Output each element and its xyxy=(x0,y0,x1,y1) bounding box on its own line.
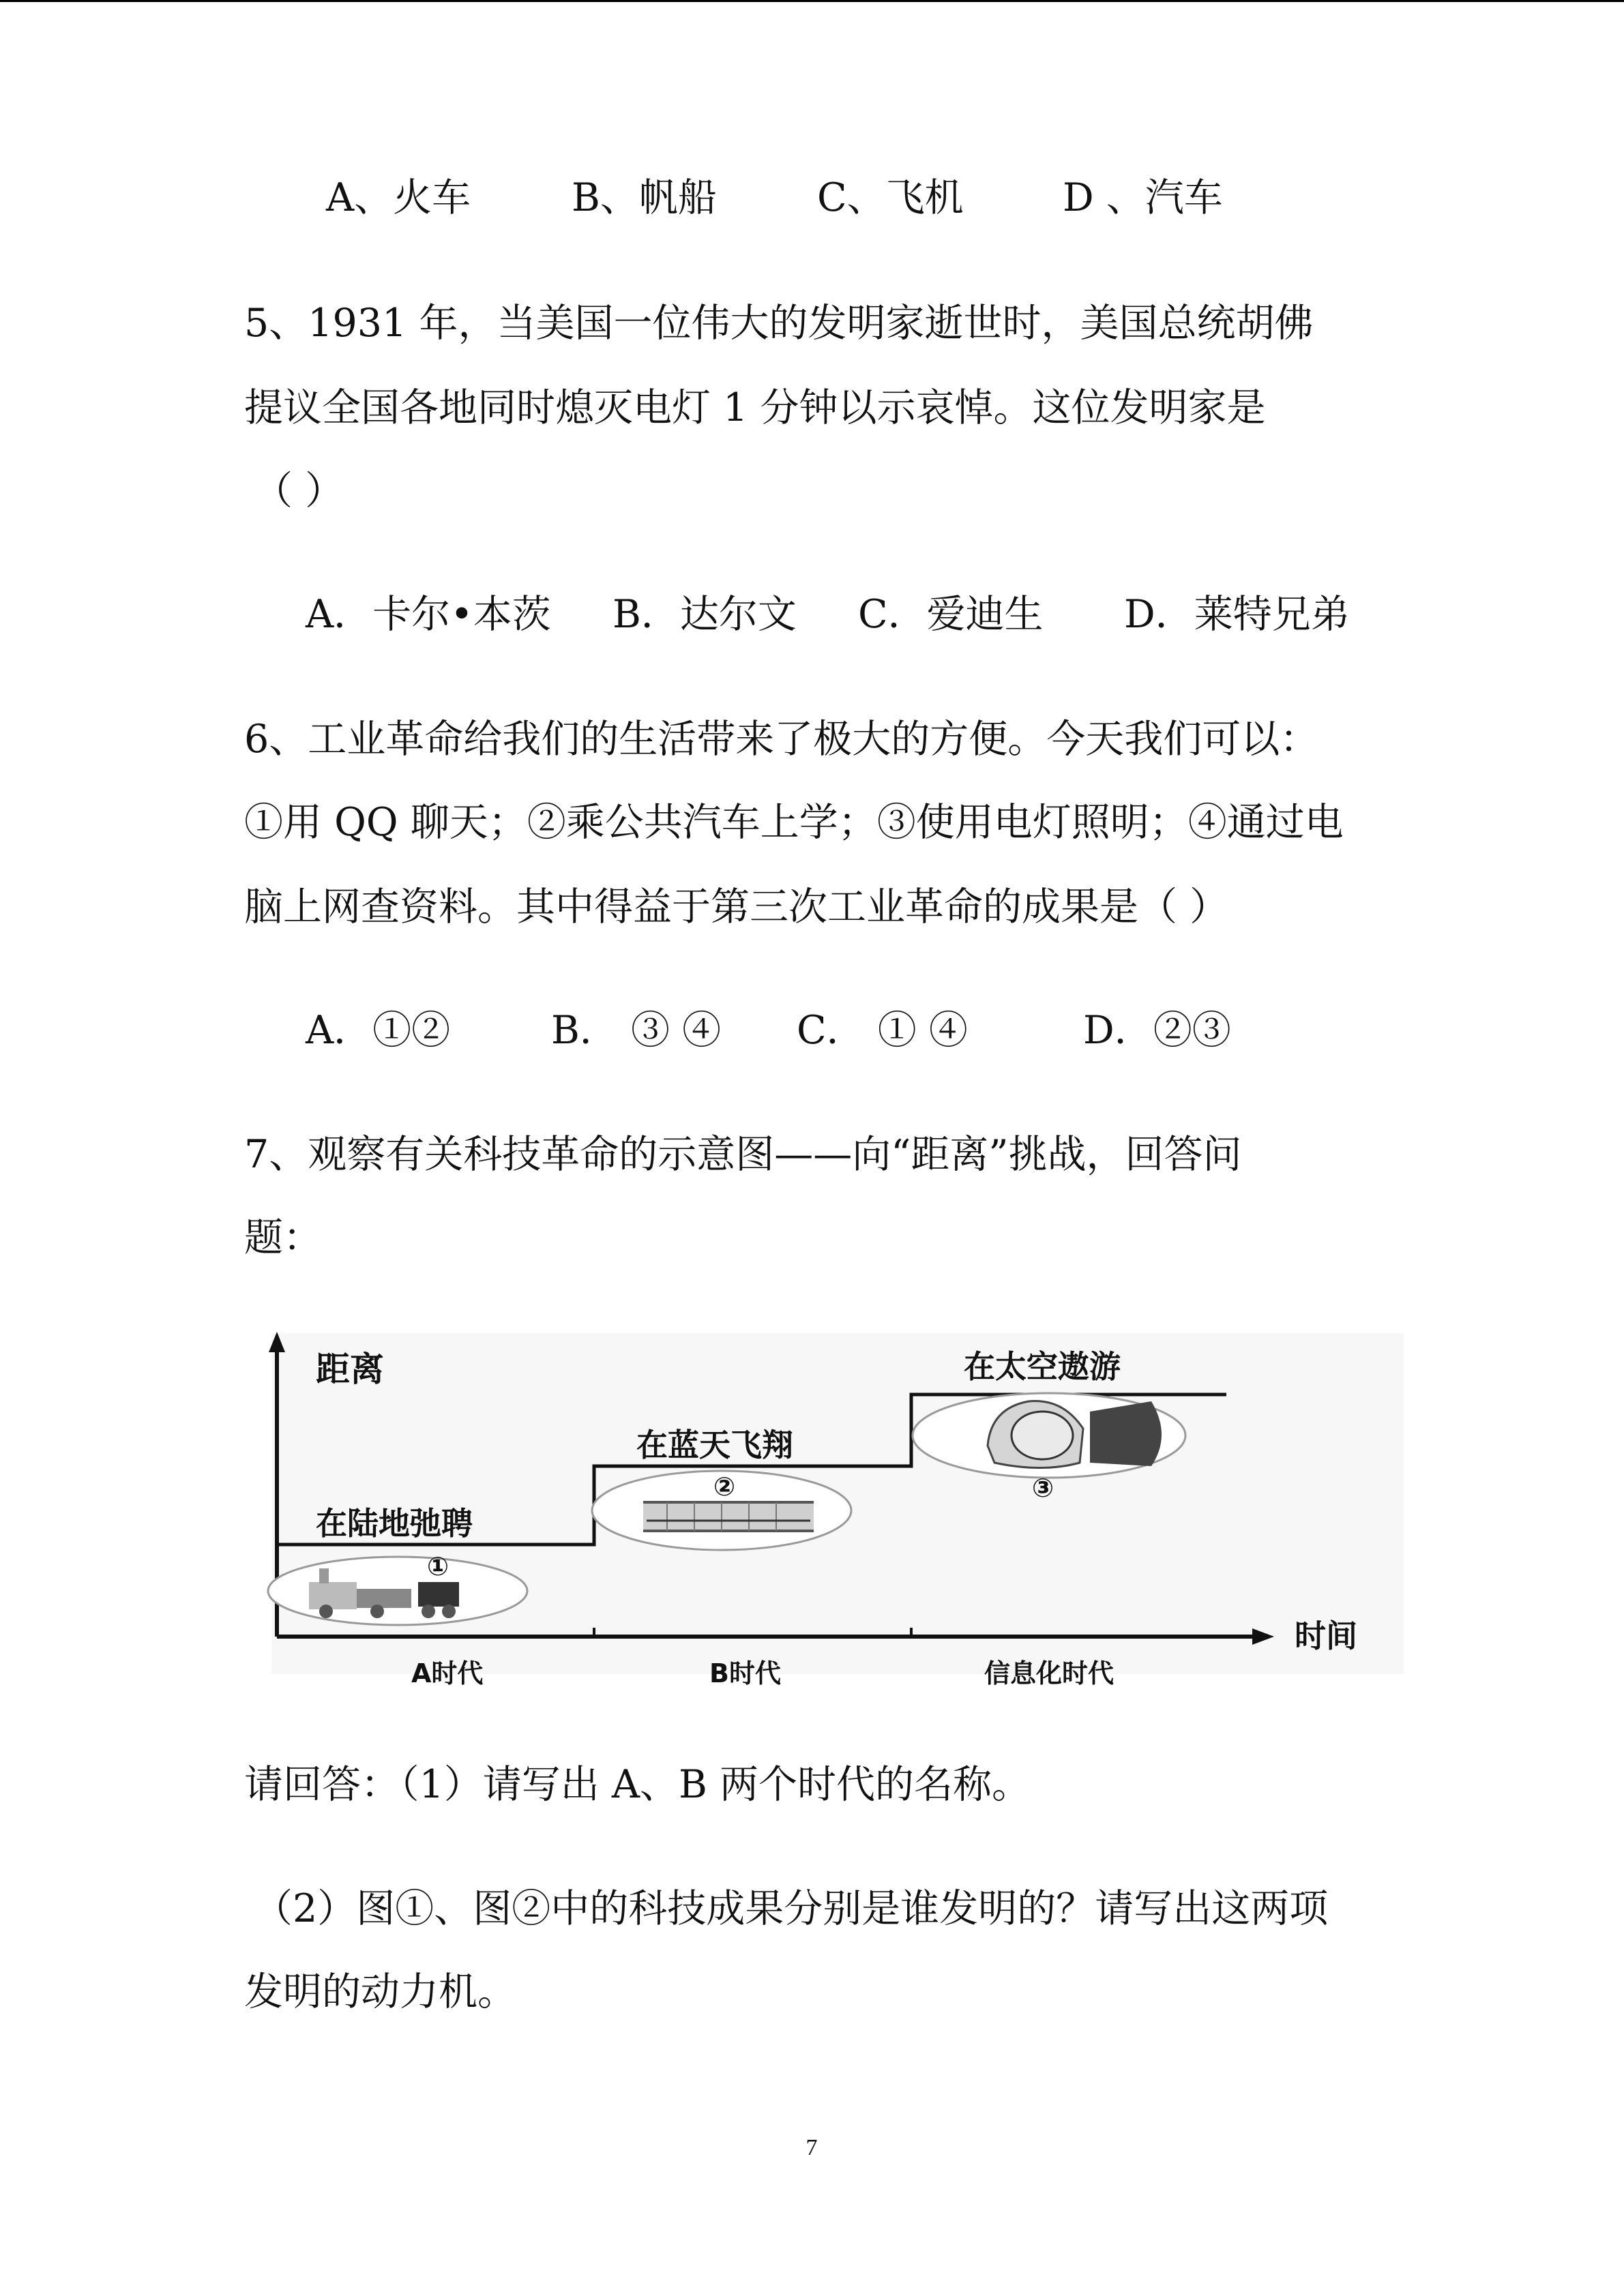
q4-option-d: D 、汽车 xyxy=(1063,175,1223,220)
step1-label: 在陆地弛聘 xyxy=(316,1505,473,1542)
q5-line-1: 5、1931 年，当美国一位伟大的发明家逝世时，美国总统胡佛 xyxy=(244,301,1314,346)
answer-prompt-3: 发明的动力机。 xyxy=(244,1969,516,2014)
q5-answer-blank: （ ） xyxy=(254,468,344,513)
q5-option-d: D．莱特兄弟 xyxy=(1124,592,1350,637)
marker-3: ③ xyxy=(1032,1473,1054,1503)
q6-option-b: B． ③ ④ xyxy=(551,1008,722,1053)
steam-train-image xyxy=(268,1557,527,1625)
marker-1: ① xyxy=(427,1551,449,1581)
q5-option-a: A．卡尔•本茨 xyxy=(306,592,551,637)
q6-line-1: 6、工业革命给我们的生活带来了极大的方便。今天我们可以： xyxy=(244,717,1319,762)
answer-prompt-2: （2）图①、图②中的科技成果分别是谁发明的？请写出这两项 xyxy=(254,1886,1329,1931)
q7-line-2: 题： xyxy=(244,1215,322,1260)
q4-option-b: B、帆船 xyxy=(572,175,717,220)
q5-line-2: 提议全国各地同时熄灭电灯 1 分钟以示哀悼。这位发明家是 xyxy=(244,385,1266,430)
era-label-info: 信息化时代 xyxy=(984,1658,1114,1688)
era-label-a: A时代 xyxy=(411,1658,484,1688)
q6-option-d: D．②③ xyxy=(1083,1008,1231,1053)
page-top-border xyxy=(0,0,1624,2)
y-axis-label: 距离 xyxy=(316,1350,384,1389)
q7-line-1: 7、观察有关科技革命的示意图——向“距离”挑战，回答问 xyxy=(244,1132,1242,1177)
q6-option-c: C． ① ④ xyxy=(797,1008,968,1053)
marker-2: ② xyxy=(713,1472,736,1502)
step3-label: 在太空遨游 xyxy=(964,1348,1121,1385)
answer-prompt-1: 请回答：（1）请写出 A、B 两个时代的名称。 xyxy=(244,1762,1031,1807)
q4-option-a: A、火车 xyxy=(326,175,471,220)
q5-option-c: C．爱迪生 xyxy=(858,592,1044,637)
step2-label: 在蓝天飞翔 xyxy=(636,1427,793,1463)
distance-time-diagram xyxy=(244,1326,1411,1691)
astronaut-image xyxy=(913,1393,1185,1478)
q4-option-c: C、飞机 xyxy=(817,175,964,220)
q6-line-2: ①用 QQ 聊天；②乘公共汽车上学；③使用电灯照明；④通过电 xyxy=(244,800,1344,845)
era-label-b: B时代 xyxy=(709,1658,781,1688)
x-axis-label: 时间 xyxy=(1295,1617,1357,1654)
q5-option-b: B．达尔文 xyxy=(612,592,797,637)
q6-option-a: A．①② xyxy=(306,1008,451,1053)
q6-line-3: 脑上网查资料。其中得益于第三次工业革命的成果是（ ） xyxy=(244,884,1229,929)
page-number: 7 xyxy=(806,2135,818,2160)
